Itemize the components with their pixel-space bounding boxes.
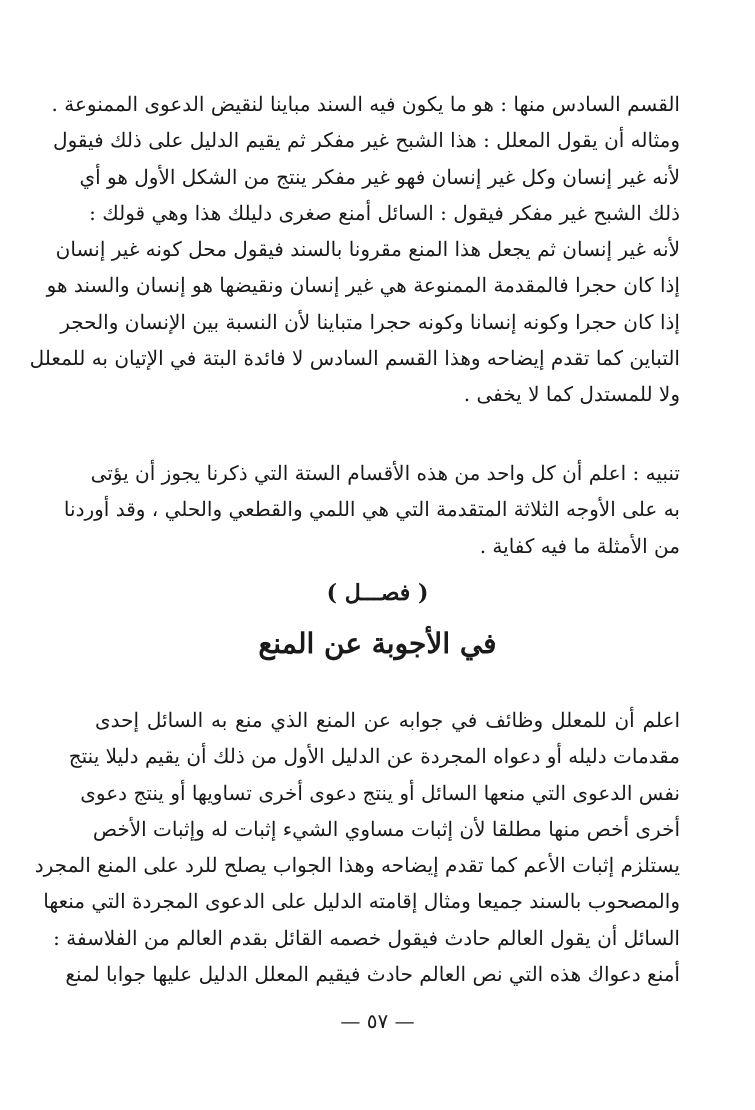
text-line: نفس الدعوى التي منعها السائل أو ينتج دعوى أخرى تساويها أو ينتج دعوى: [80, 780, 680, 805]
text-line: والمصحوب بالسند جميعا ومثال إقامته الدليل على الدعوى المجردة التي منعها: [43, 889, 680, 914]
text-line: أخرى أخص منها مطلقا لأن إثبات مساوي الشيء إثبات له وإثبات الأخص: [92, 816, 680, 841]
text-line: أمنع دعواك هذه التي نص العالم حادث فيقيم المعلل الدليل عليها جوابا لمنع: [65, 962, 680, 987]
text-line: التباين كما تقدم إيضاحه وهذا القسم السادس لا فائدة البتة في الإتيان به للمعلل: [29, 346, 680, 371]
text-line: لأنه غير إنسان ثم يجعل هذا المنع مقرونا بالسند فيقول محل كونه غير إنسان: [55, 237, 680, 262]
text-line: اعلم أن للمعلل وظائف في جوابه عن المنع الذي منع به السائل إحدى: [95, 708, 680, 732]
text-line: إذا كان حجرا فالمقدمة الممنوعة هي غير إنسان ونقيضها هو إنسان والسند هو: [46, 273, 680, 298]
text-line: القسم السادس منها : هو ما يكون فيه السند مباينا لنقيض الدعوى الممنوعة .: [51, 92, 680, 116]
text-line: السائل أن يقول العالم حادث فيقول خصمه القائل بقدم العالم من الفلاسفة :: [53, 925, 680, 950]
text-line: به على الأوجه الثلاثة المتقدمة التي هي اللمي والقطعي والحلي ، وقد أوردنا: [63, 497, 680, 522]
paragraph-answers: [34, 702, 680, 992]
text-line: إذا كان حجرا وكونه إنسانا وكونه حجرا متباينا لأن النسبة بين الإنسان والحجر: [60, 309, 680, 334]
text-line: تنبيه : اعلم أن كل واحد من هذه الأقسام الستة التي ذكرنا يجوز أن يؤتى: [90, 461, 680, 485]
text-line: ولا للمستدل كما لا يخفى .: [463, 382, 680, 407]
paragraph-sixth-section: [29, 86, 680, 413]
section-label: ( فصـــل ): [326, 580, 429, 606]
text-line: ذلك الشبح غير مفكر فيقول : السائل أمنع صغرى دليلك هذا وهي قولك :: [89, 200, 680, 225]
paragraph-notice: [63, 455, 680, 564]
text-line: ومثاله أن يقول المعلل : هذا الشبح غير مفكر ثم يقيم الدليل على ذلك فيقول: [53, 128, 680, 153]
text-line: يستلزم إثبات الأعم كما تقدم إيضاحه وهذا الجواب يصلح للرد على المنع المجرد: [34, 853, 680, 878]
text-line: لأنه غير إنسان وكل غير إنسان فهو غير مفكر ينتج من الشكل الأول هو أي: [79, 164, 680, 189]
page-number: — ٥٧ —: [340, 1009, 415, 1033]
text-line: مقدمات دليله أو دعواه المجردة عن الدليل الأول من ذلك أن يقيم دليلا ينتج: [68, 744, 680, 769]
section-title: في الأجوبة عن المنع: [258, 627, 497, 660]
text-line: من الأمثلة ما فيه كفاية .: [479, 533, 680, 558]
